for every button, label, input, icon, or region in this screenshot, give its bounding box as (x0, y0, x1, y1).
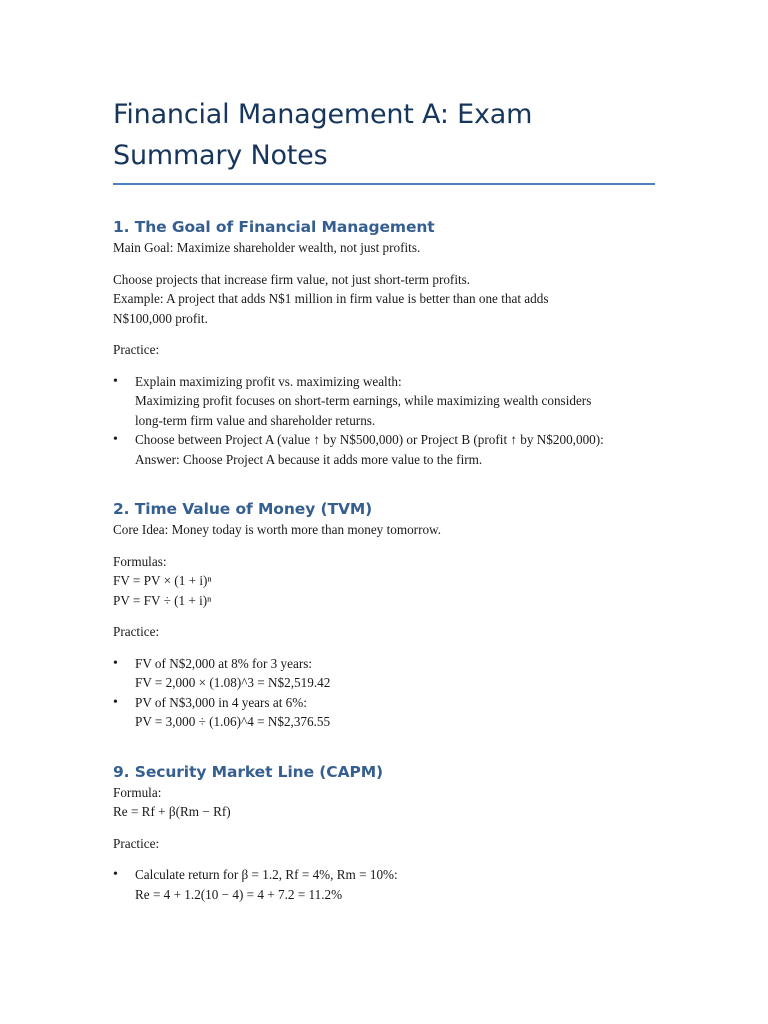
text-line: Main Goal: Maximize shareholder wealth, not just profits. (113, 240, 421, 255)
text-line: Example: A project that adds N$1 million in firm value is better than one that adds (113, 291, 549, 306)
section-heading: 2. Time Value of Money (TVM) (113, 500, 373, 518)
text-line: N$100,000 profit. (113, 310, 208, 326)
list-item (113, 865, 655, 904)
text-line: Practice: (113, 835, 160, 851)
text-line: PV of N$3,000 in 4 years at 6%: (135, 694, 307, 710)
section-heading: 1. The Goal of Financial Management (113, 218, 435, 236)
text-line: Re = 4 + 1.2(10 − 4) = 4 + 7.2 = 11.2% (135, 886, 343, 902)
text-line: PV = 3,000 ÷ (1.06)^4 = N$2,376.55 (135, 714, 331, 729)
paragraph (113, 238, 655, 258)
text-line: Explain maximizing profit vs. maximizing wealth: (135, 373, 402, 389)
formula-line: FV = PV × (1 + i)ⁿ (113, 573, 212, 588)
paragraph (113, 520, 655, 540)
section-heading: 9. Security Market Line (CAPM) (113, 762, 384, 781)
paragraph (113, 834, 655, 854)
list-item (113, 372, 655, 431)
section-security-market-line (113, 761, 655, 905)
list-item (113, 430, 655, 469)
bullet-icon: • (113, 373, 118, 389)
text-line: Calculate return for β = 1.2, Rf = 4%, Rm = 10%: (135, 867, 398, 882)
document-title (113, 94, 655, 176)
paragraph (113, 270, 655, 329)
bullet-list (113, 654, 655, 732)
formula-line: Re = Rf + β(Rm − Rf) (113, 804, 231, 819)
bullet-icon: • (113, 867, 118, 882)
text-line: Formula: (113, 784, 162, 800)
paragraph (113, 622, 655, 642)
paragraph (113, 783, 655, 822)
section-goal-of-financial-management (113, 216, 655, 469)
bullet-icon: • (113, 655, 118, 671)
list-item (113, 654, 655, 693)
text-line: Formulas: (113, 553, 167, 569)
text-line: Choose projects that increase firm value, not just short-term profits. (113, 271, 471, 287)
paragraph (113, 340, 655, 360)
bullet-list (113, 865, 655, 904)
text-line: Practice: (113, 624, 160, 639)
paragraph (113, 552, 655, 611)
list-item (113, 693, 655, 732)
document-page (113, 94, 655, 904)
text-line: Core Idea: Money today is worth more than money tomorrow. (113, 522, 442, 537)
text-line: Answer: Choose Project A because it adds more value to the firm. (135, 451, 483, 467)
title-line-2: Summary Notes (113, 140, 328, 171)
text-line: long-term firm value and shareholder returns. (135, 412, 376, 428)
bullet-icon: • (113, 432, 118, 447)
bullet-list (113, 372, 655, 470)
text-line: FV = 2,000 × (1.08)^3 = N$2,519.42 (135, 675, 331, 690)
title-line-1: Financial Management A: Exam (113, 99, 533, 130)
bullet-icon: • (113, 694, 118, 710)
section-time-value-of-money (113, 498, 655, 732)
text-line: Maximizing profit focuses on short-term earnings, while maximizing wealth considers (135, 393, 592, 408)
text-line: Practice: (113, 342, 160, 357)
formula-line: PV = FV ÷ (1 + i)ⁿ (113, 592, 212, 608)
text-line: FV of N$2,000 at 8% for 3 years: (135, 655, 313, 671)
text-line: Choose between Project A (value ↑ by N$500,000) or Project B (profit ↑ by N$200,000): (135, 432, 604, 447)
